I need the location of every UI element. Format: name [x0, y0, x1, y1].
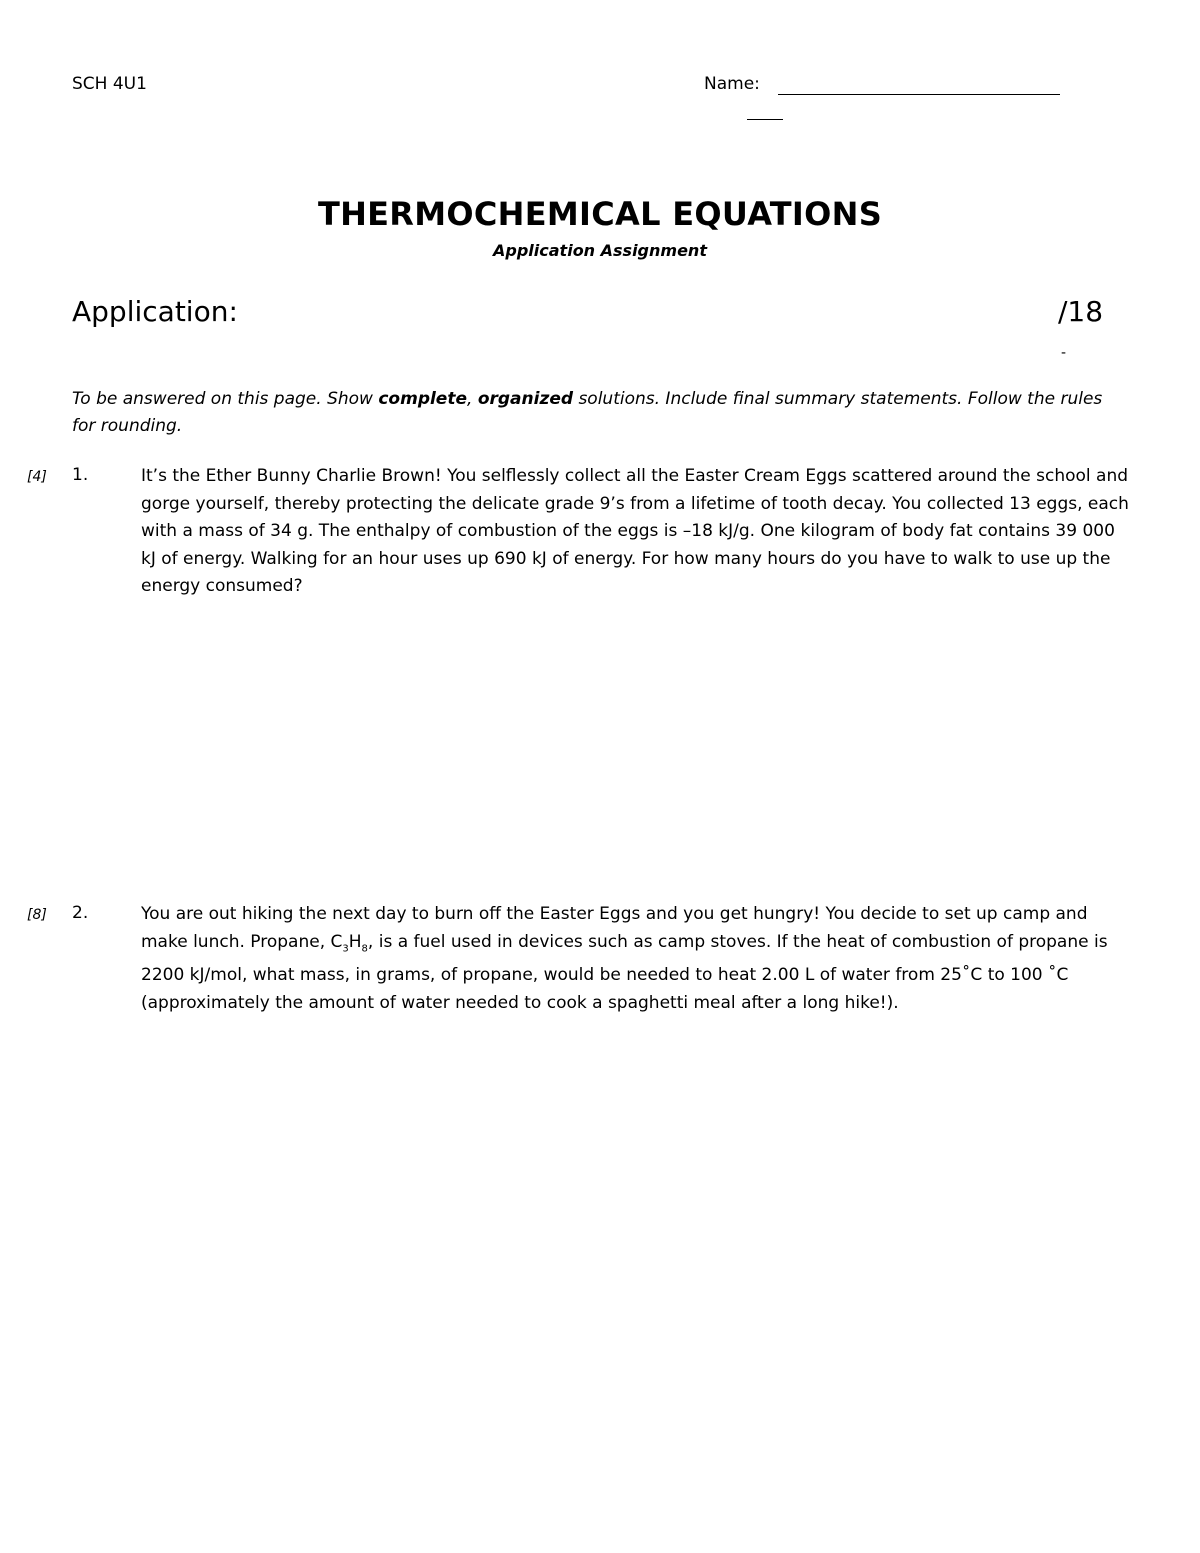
- section-heading: Application:: [72, 295, 238, 328]
- question-2-text-part-b: H: [348, 931, 362, 952]
- propane-subscript-3: 3: [342, 942, 349, 954]
- instructions-emphasis-complete: complete: [378, 389, 467, 409]
- name-blank-line-continuation: [747, 119, 783, 120]
- question-2-text: [141, 901, 1131, 1017]
- question-2-text-part-c: , is a fuel used in devices such as camp stoves. If the heat of combustion of propane is 2200 kJ/mol, what mass, in grams, of propane, would be needed to heat 2.00 L of water from 25˚C to 100 ˚C (approximately the amount of water needed to cook a spaghetti meal after a long hike!).: [141, 931, 1108, 1013]
- question-1-number: 1.: [72, 465, 89, 485]
- instructions-emphasis-organized: organized: [477, 389, 574, 409]
- question-2-number: 2.: [72, 903, 89, 923]
- course-code: SCH 4U1: [72, 74, 147, 94]
- instructions-separator: ,: [467, 389, 478, 409]
- page-title: THERMOCHEMICAL EQUATIONS: [317, 195, 883, 233]
- instructions-part2: solutions. Include final summary statements. Follow the rules for rounding.: [72, 389, 1103, 436]
- propane-subscript-8: 8: [361, 942, 368, 954]
- question-1-marks: [4]: [27, 469, 47, 485]
- page-subtitle: Application Assignment: [493, 241, 707, 260]
- section-total-marks: /18: [1058, 295, 1104, 328]
- question-1-text: It’s the Ether Bunny Charlie Brown! You selflessly collect all the Easter Cream Eggs scattered around the school and gorge yourself, thereby protecting the delicate grade 9’s from a lifetime of tooth decay. You collected 13 eggs, each with a mass of 34 g. The enthalpy of combustion of the eggs is –18 kJ/g. One kilogram of body fat contains 39 000 kJ of energy. Walking for an hour uses up 690 kJ of energy. For how many hours do you have to walk to use up the energy consumed?: [141, 466, 1129, 596]
- section-total-dash: -: [1061, 345, 1067, 361]
- name-blank-line[interactable]: [778, 94, 1060, 95]
- question-2-marks: [8]: [27, 907, 47, 923]
- question-2-text-part-a: You are out hiking the next day to burn off the Easter Eggs and you get hungry! You decide to set up camp and make lunch. Propane, C: [141, 904, 1088, 952]
- name-label: Name:: [704, 74, 760, 94]
- instructions: [72, 386, 1122, 440]
- instructions-part1: To be answered on this page. Show: [72, 389, 379, 409]
